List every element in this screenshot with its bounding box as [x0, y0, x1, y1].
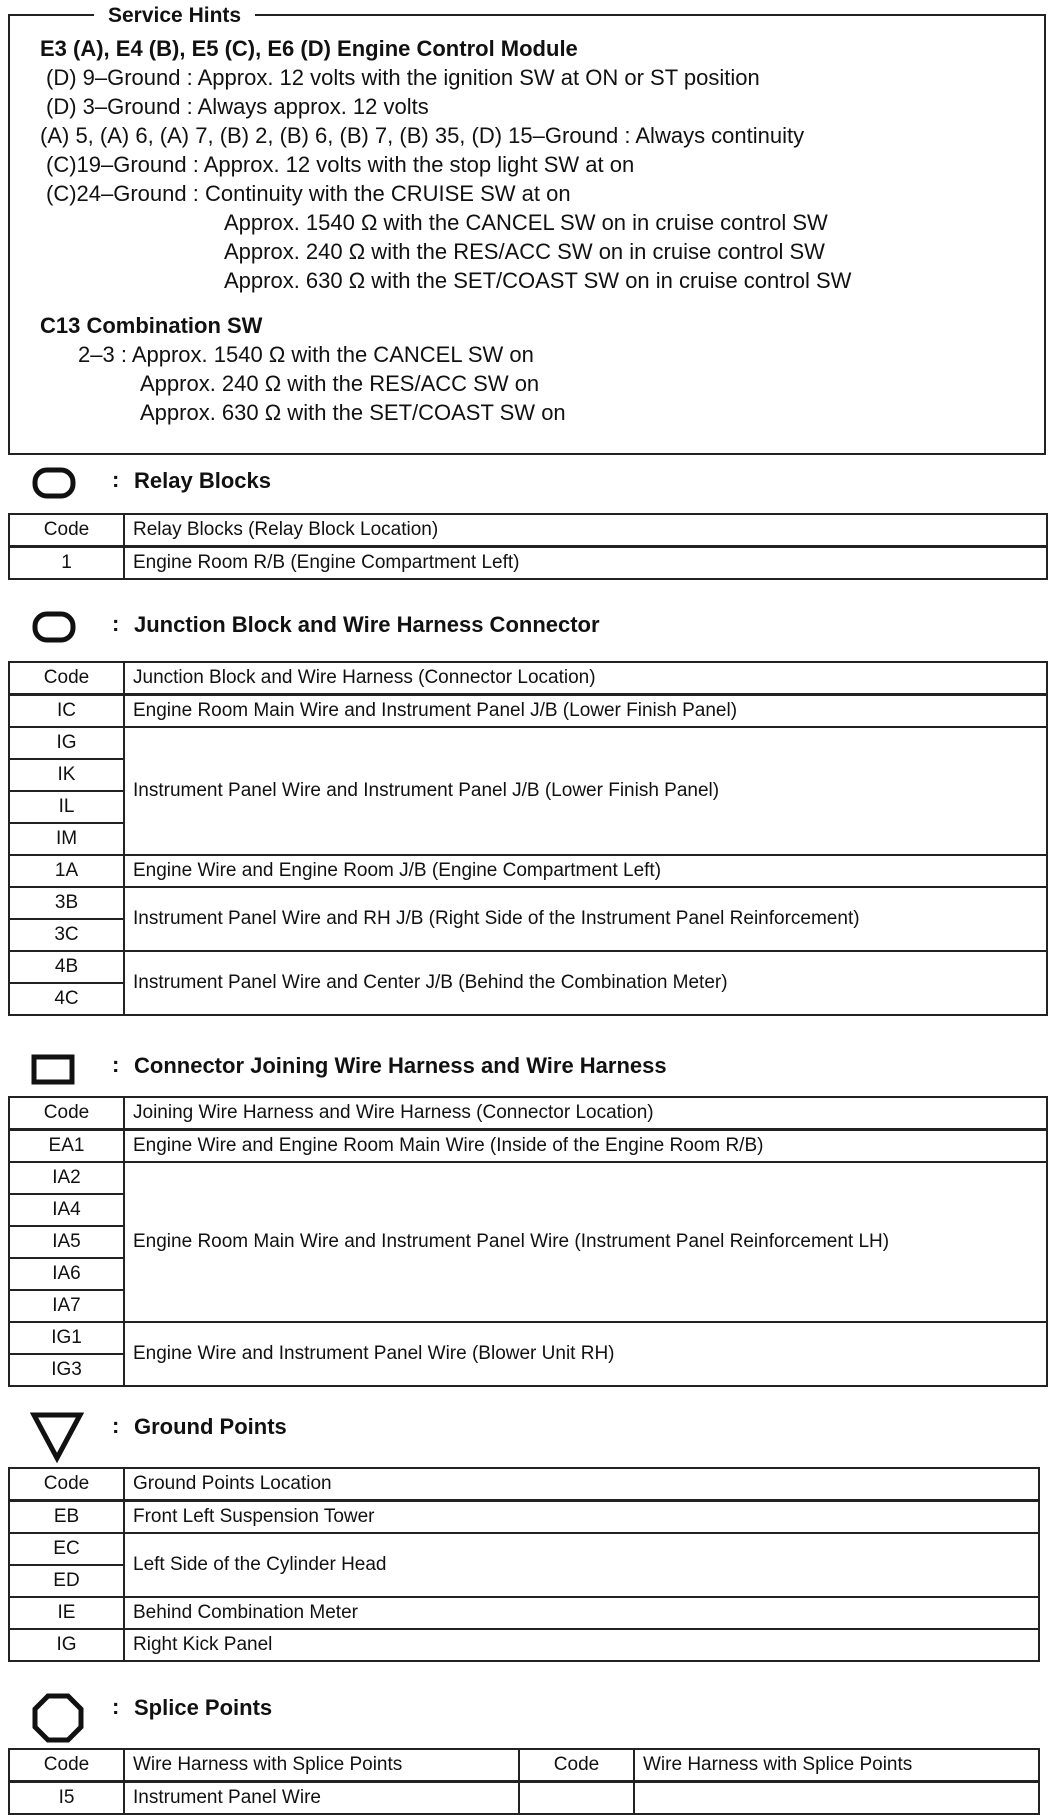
colon: :	[112, 1413, 120, 1438]
table-row	[9, 1130, 1047, 1163]
description-cell: Instrument Panel Wire and RH J/B (Right Side of the Instrument Panel Reinforcement)	[124, 887, 1047, 951]
code-cell: EA1	[9, 1130, 124, 1163]
service-hints-box	[8, 4, 1046, 455]
header-description: Wire Harness with Splice Points	[124, 1749, 519, 1782]
ecm-line: (D) 9–Ground : Approx. 12 volts with the ignition SW at ON or ST position	[46, 65, 760, 90]
table-row	[9, 1782, 1039, 1815]
table-row	[9, 951, 1047, 983]
code-cell: IG	[9, 727, 124, 759]
description-cell: Right Kick Panel	[124, 1629, 1039, 1661]
table-row	[9, 855, 1047, 887]
splice-points-section-header	[30, 1692, 830, 1732]
code-cell: 4B	[9, 951, 124, 983]
ecm-line: Approx. 1540 Ω with the CANCEL SW on in cruise control SW	[224, 210, 828, 235]
header-description: Ground Points Location	[124, 1468, 1039, 1501]
ecm-line: Approx. 630 Ω with the SET/COAST SW on in cruise control SW	[224, 268, 852, 293]
code-cell: EB	[9, 1501, 124, 1534]
ecm-line: (C)19–Ground : Approx. 12 volts with the stop light SW at on	[46, 152, 635, 177]
ecm-line: (D) 3–Ground : Always approx. 12 volts	[46, 94, 429, 119]
table-row	[9, 1162, 1047, 1194]
header-description: Joining Wire Harness and Wire Harness (Connector Location)	[124, 1097, 1047, 1130]
header-code: Code	[519, 1749, 634, 1782]
octagon-splice-point-icon	[30, 1692, 86, 1744]
table-row	[9, 1629, 1039, 1661]
code-cell: IE	[9, 1597, 124, 1629]
junction-block-section-header	[30, 609, 830, 649]
description-cell: Engine Room Main Wire and Instrument Panel J/B (Lower Finish Panel)	[124, 695, 1047, 728]
code-cell: 3B	[9, 887, 124, 919]
rounded-rect-junction-block-icon	[30, 609, 78, 645]
description-cell: Behind Combination Meter	[124, 1597, 1039, 1629]
header-description: Relay Blocks (Relay Block Location)	[124, 514, 1047, 547]
ground-points-table	[8, 1467, 1040, 1662]
header-description: Wire Harness with Splice Points	[634, 1749, 1039, 1782]
description-cell: Left Side of the Cylinder Head	[124, 1533, 1039, 1597]
colon: :	[112, 1052, 120, 1077]
code-cell: IC	[9, 695, 124, 728]
connector-title: Connector Joining Wire Harness and Wire Harness	[134, 1053, 667, 1078]
table-row	[9, 1533, 1039, 1565]
code-cell: IL	[9, 791, 124, 823]
table-row	[9, 1501, 1039, 1534]
code-cell: 1A	[9, 855, 124, 887]
code-cell: IA6	[9, 1258, 124, 1290]
code-cell: 4C	[9, 983, 124, 1015]
table-header-row	[9, 514, 1047, 547]
ecm-title: E3 (A), E4 (B), E5 (C), E6 (D) Engine Control Module	[40, 36, 578, 61]
code-cell: IA5	[9, 1226, 124, 1258]
splice-points-title: Splice Points	[134, 1695, 273, 1720]
description-cell: Engine Room R/B (Engine Compartment Left)	[124, 547, 1047, 580]
relay-blocks-title: Relay Blocks	[134, 468, 271, 493]
table-row	[9, 547, 1047, 580]
code-cell: ED	[9, 1565, 124, 1597]
description-cell: Instrument Panel Wire and Instrument Panel J/B (Lower Finish Panel)	[124, 727, 1047, 855]
connector-section-header	[30, 1050, 830, 1090]
ground-points-title: Ground Points	[134, 1414, 287, 1439]
ground-points-section-header	[30, 1411, 830, 1451]
code-cell: IA2	[9, 1162, 124, 1194]
inverted-triangle-ground-icon	[30, 1411, 84, 1463]
combination-sw-title: C13 Combination SW	[40, 313, 263, 338]
header-description: Junction Block and Wire Harness (Connector Location)	[124, 662, 1047, 695]
description-cell	[634, 1782, 1039, 1815]
splice-points-table	[8, 1748, 1040, 1815]
rounded-rect-relay-block-icon	[30, 465, 78, 501]
combination-sw-line: 2–3 : Approx. 1540 Ω with the CANCEL SW on	[78, 342, 534, 367]
code-cell: IG3	[9, 1354, 124, 1386]
square-connector-icon	[30, 1050, 78, 1086]
description-cell: Instrument Panel Wire and Center J/B (Behind the Combination Meter)	[124, 951, 1047, 1015]
description-cell: Engine Room Main Wire and Instrument Panel Wire (Instrument Panel Reinforcement LH)	[124, 1162, 1047, 1322]
header-code: Code	[9, 1749, 124, 1782]
colon: :	[112, 1694, 120, 1719]
table-row	[9, 695, 1047, 728]
connector-table	[8, 1096, 1048, 1387]
description-cell: Engine Wire and Engine Room J/B (Engine Compartment Left)	[124, 855, 1047, 887]
table-header-row	[9, 1749, 1039, 1782]
service-hints-legend: Service Hints	[94, 4, 255, 28]
code-cell: 3C	[9, 919, 124, 951]
code-cell	[519, 1782, 634, 1815]
ecm-line: (C)24–Ground : Continuity with the CRUISE SW at on	[46, 181, 571, 206]
junction-block-table	[8, 661, 1048, 1016]
code-cell: IG	[9, 1629, 124, 1661]
colon: :	[112, 611, 120, 636]
code-cell: IG1	[9, 1322, 124, 1354]
header-code: Code	[9, 662, 124, 695]
table-row	[9, 887, 1047, 919]
description-cell: Engine Wire and Engine Room Main Wire (Inside of the Engine Room R/B)	[124, 1130, 1047, 1163]
junction-block-title: Junction Block and Wire Harness Connector	[134, 612, 600, 637]
table-row	[9, 727, 1047, 759]
relay-blocks-section-header	[30, 465, 830, 505]
header-code: Code	[9, 1097, 124, 1130]
ecm-line: (A) 5, (A) 6, (A) 7, (B) 2, (B) 6, (B) 7, (B) 35, (D) 15–Ground : Always continuity	[40, 123, 805, 148]
combination-sw-line: Approx. 240 Ω with the RES/ACC SW on	[140, 371, 540, 396]
table-header-row	[9, 1468, 1039, 1501]
table-row	[9, 1322, 1047, 1354]
description-cell: Engine Wire and Instrument Panel Wire (Blower Unit RH)	[124, 1322, 1047, 1386]
code-cell: 1	[9, 547, 124, 580]
combination-sw-line: Approx. 630 Ω with the SET/COAST SW on	[140, 400, 566, 425]
description-cell: Front Left Suspension Tower	[124, 1501, 1039, 1534]
header-code: Code	[9, 1468, 124, 1501]
code-cell: IM	[9, 823, 124, 855]
code-cell: IA7	[9, 1290, 124, 1322]
code-cell: IA4	[9, 1194, 124, 1226]
relay-blocks-table	[8, 513, 1048, 580]
table-header-row	[9, 1097, 1047, 1130]
table-header-row	[9, 662, 1047, 695]
ecm-line: Approx. 240 Ω with the RES/ACC SW on in cruise control SW	[224, 239, 825, 264]
table-row	[9, 1597, 1039, 1629]
colon: :	[112, 467, 120, 492]
code-cell: IK	[9, 759, 124, 791]
header-code: Code	[9, 514, 124, 547]
description-cell: Instrument Panel Wire	[124, 1782, 519, 1815]
code-cell: EC	[9, 1533, 124, 1565]
code-cell: I5	[9, 1782, 124, 1815]
